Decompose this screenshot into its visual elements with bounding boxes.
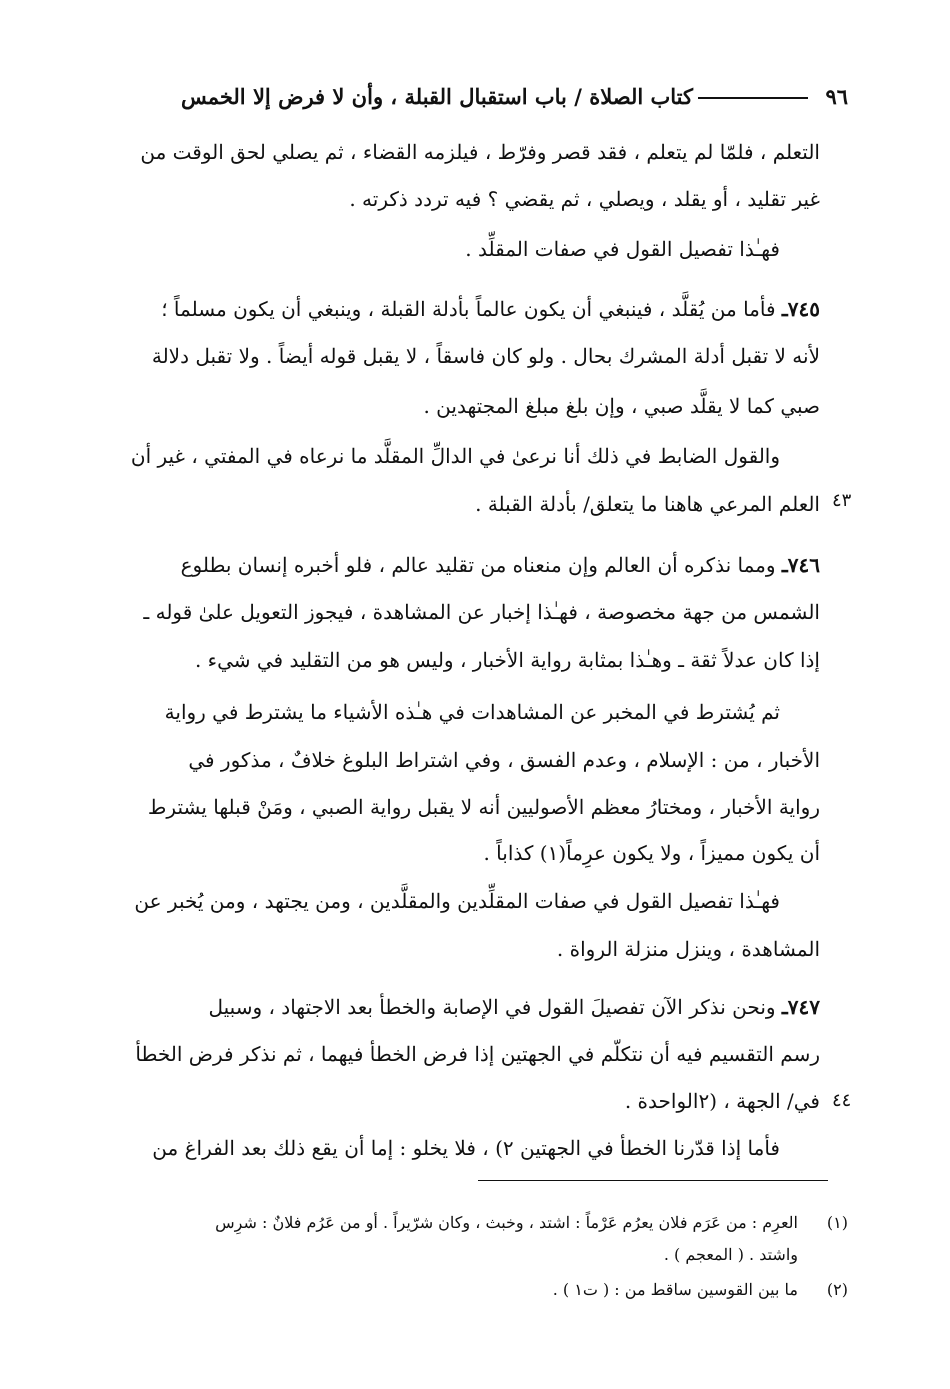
paragraph-text: ثم يُشترط في المخبر عن المشاهدات في هـٰذه الأشياء ما يشترط في رواية bbox=[164, 700, 780, 724]
paragraph-text: فهـٰذا تفصيل القول في صفات المقلِّدين والمقلَّدين ، ومن يجتهد ، ومن يُخبر عن bbox=[134, 889, 780, 913]
body-line: في/ الجهة ، (٢الواحدة . bbox=[624, 1089, 820, 1113]
manuscript-folio-number: ٤٣ bbox=[832, 490, 852, 511]
body-line: التعلم ، فلمّا لم يتعلم ، فقد قصر وفرّط ، فيلزمه القضاء ، ثم يصلي لحق الوقت من bbox=[140, 140, 820, 164]
body-line bbox=[78, 294, 820, 324]
body-line bbox=[78, 441, 820, 471]
body-line: العلم المرعي هاهنا ما يتعلق/ بأدلة القبلة . bbox=[475, 492, 820, 516]
body-line: رسم التقسيم فيه أن نتكلّم في الجهتين إذا فرض الخطأ فيهما ، ثم نذكر فرض الخطأ bbox=[135, 1042, 820, 1066]
footnote-number: (١) bbox=[826, 1213, 848, 1232]
footnote bbox=[78, 1277, 848, 1303]
body-line: إذا كان عدلاً ثقة ـ وهـٰذا بمثابة رواية الأخبار ، وليس هو من التقليد في شيء . bbox=[194, 648, 820, 672]
body-line bbox=[78, 886, 820, 916]
body-line: لأنه لا تقبل أدلة المشرك بحال . ولو كان فاسقاً ، لا يقبل قوله أيضاً . ولا تقبل دلالة bbox=[151, 344, 820, 368]
header-title: كتاب الصلاة / باب استقبال القبلة ، وأن لا فرض إلا الخمس bbox=[180, 84, 693, 109]
footnote-number: (٢) bbox=[826, 1280, 848, 1299]
body-line bbox=[78, 697, 820, 727]
paragraph-number: ٧٤٦ـ bbox=[781, 553, 820, 577]
paragraph-text: فأما من يُقلَّد ، فينبغي أن يكون عالماً بأدلة القبلة ، وينبغي أن يكون مسلماً ؛ bbox=[161, 297, 776, 321]
paragraph-text: ونحن نذكر الآن تفصيلَ القول في الإصابة والخطأ بعد الاجتهاد ، وسبيل bbox=[208, 995, 776, 1019]
footnote-continuation bbox=[78, 1242, 848, 1268]
paragraph-text: فهـٰذا تفصيل القول في صفات المقلِّد . bbox=[465, 237, 780, 261]
footnote-text: العرِم : من عَرَم فلان يعرُم عَرْماً : اشتد ، وخبث ، وكان شرّيراً . أو من عَرُم فلانٌ : شرِس bbox=[215, 1213, 798, 1232]
body-line: الأخبار ، من : الإسلام ، وعدم الفسق ، وفي اشتراط البلوغ خلافٌ ، مذكور في bbox=[188, 748, 820, 772]
body-line: غير تقليد ، أو يقلد ، ويصلي ، ثم يقضي ؟ فيه تردد ذكرته . bbox=[349, 187, 820, 211]
body-line bbox=[78, 550, 820, 580]
body-line bbox=[78, 234, 820, 264]
footnote-separator bbox=[478, 1180, 828, 1181]
paragraph-text: فأما إذا قدّرنا الخطأ في الجهتين ٢) ، فلا يخلو : إما أن يقع ذلك بعد الفراغ من bbox=[152, 1136, 780, 1160]
footnote-text: ما بين القوسين ساقط من : ( ت١ ) . bbox=[552, 1280, 798, 1299]
paragraph-number: ٧٤٧ـ bbox=[781, 995, 820, 1019]
paragraph-text: والقول الضابط في ذلك أنا نرعىٰ في الدالِّ المقلَّد ما نرعاه في المفتي ، غير أن bbox=[130, 444, 780, 468]
footnote bbox=[78, 1210, 848, 1236]
footnote-text: واشتد . ( المعجم ) . bbox=[663, 1245, 798, 1264]
body-line: صبي كما لا يقلَّد صبي ، وإن بلغ مبلغ المجتهدين . bbox=[423, 394, 820, 418]
body-line: المشاهدة ، وينزل منزلة الرواة . bbox=[556, 937, 820, 961]
body-line: رواية الأخبار ، ومختارُ معظم الأصوليين أنه لا يقبل رواية الصبي ، ومَنْ قبلها يشترط bbox=[147, 795, 820, 819]
manuscript-folio-number: ٤٤ bbox=[832, 1090, 852, 1111]
body-line bbox=[78, 1133, 820, 1163]
paragraph-number: ٧٤٥ـ bbox=[781, 297, 820, 321]
body-line: الشمس من جهة مخصوصة ، فهـٰذا إخبار عن المشاهدة ، فيجوز التعويل علىٰ قوله ـ bbox=[143, 600, 820, 624]
paragraph-text: ومما نذكره أن العالم وإن منعناه من تقليد عالم ، فلو أخبره إنسان بطلوع bbox=[180, 553, 776, 577]
page-number: ٩٦ bbox=[825, 84, 848, 109]
running-header bbox=[78, 84, 848, 114]
body-line: أن يكون مميزاً ، ولا يكون عرِماً(١) كذاباً . bbox=[483, 841, 820, 865]
header-rule bbox=[698, 97, 808, 99]
body-line bbox=[78, 992, 820, 1022]
